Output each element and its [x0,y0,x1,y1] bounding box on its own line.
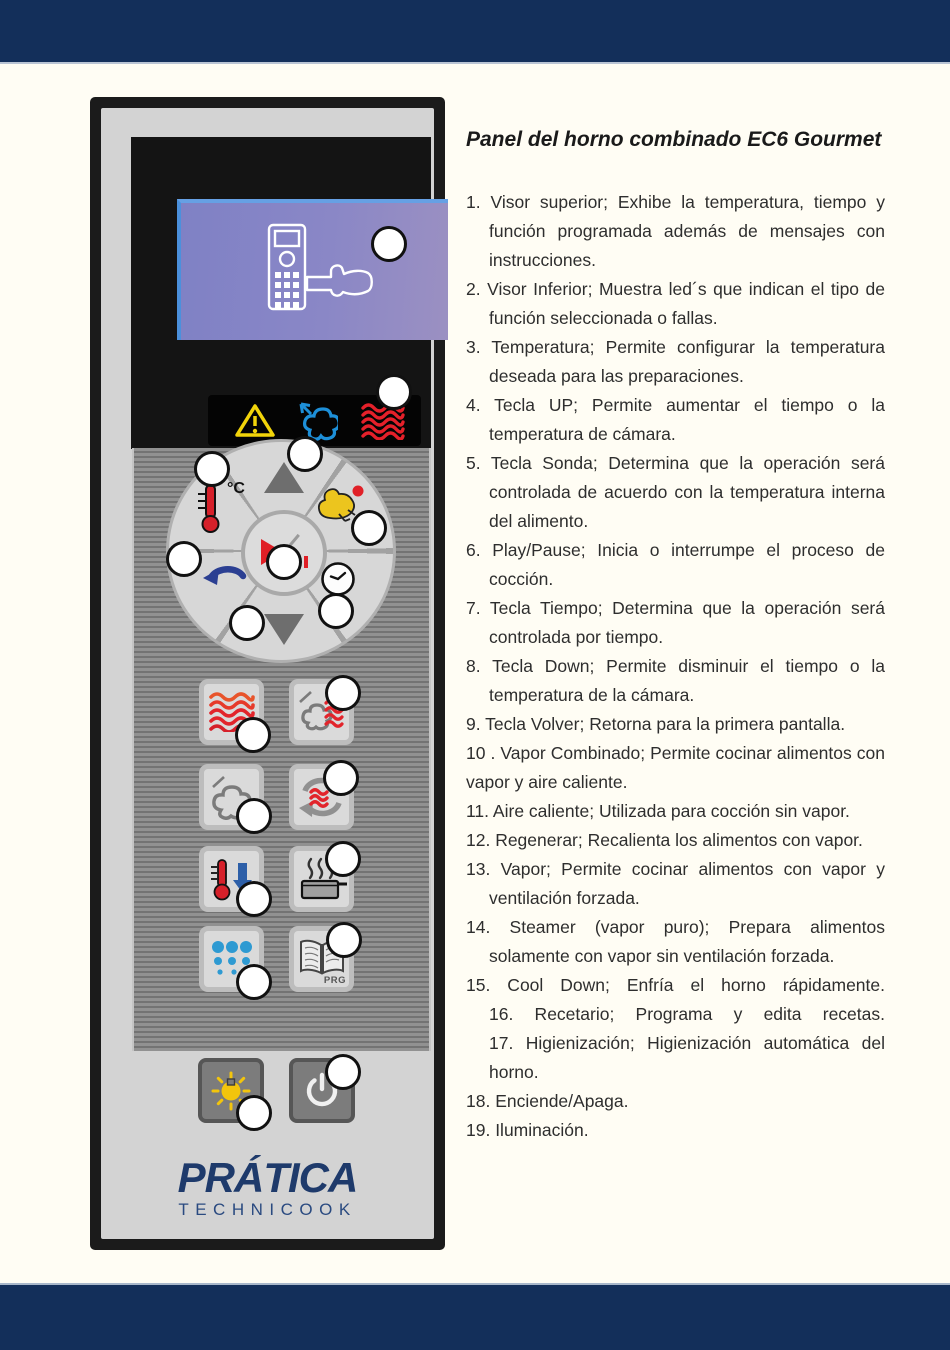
callout-9-tecla-volver [166,541,202,577]
list-item-11: 11. Aire caliente; Utilizada para cocción sin vapor. [466,801,850,821]
list-item-19: 19. Iluminación. [466,1120,589,1140]
callout-17-higienizacion [236,964,272,1000]
callout-1-visor-superior [371,226,407,262]
list-item-6: 6. Play/Pause; Inicia o interrumpe el proceso de cocción. [466,540,885,589]
list-item-16: 16. Recetario; Programa y edita recetas. [489,1004,885,1024]
callout-4-tecla-up [287,436,323,472]
bottom-navy-bar [0,1283,950,1350]
callout-5-tecla-sonda [351,510,387,546]
callout-16-recetario [326,922,362,958]
list-item-13: 13. Vapor; Permite cocinar alimentos con vapor y ventilación forzada. [466,859,885,908]
list-item-2: 2. Visor Inferior; Muestra led´s que indican el tipo de función seleccionada o fallas. [466,279,885,328]
list-item-12: 12. Regenerar; Recalienta los alimentos con vapor. [466,830,863,850]
pointing-hand-icon [307,265,372,295]
oven-control-panel [90,97,445,1250]
prg-label: PRG [323,975,346,986]
callout-12-regenerar [323,760,359,796]
list-item-8: 8. Tecla Down; Permite disminuir el tiempo o la temperatura de la cámara. [466,656,885,705]
panel-touch-icon [265,221,377,317]
list-item-5: 5. Tecla Sonda; Determina que la operación será controlada de acuerdo con la temperatura interna del alimento. [466,453,885,531]
list-item-17: 17. Higienización; Higienización automática del horno. [489,1033,885,1082]
list-item-15: 15. Cool Down; Enfría el horno rápidamente. [466,975,885,995]
callout-6-play-pause [266,544,302,580]
callout-18-enciende-apaga [325,1054,361,1090]
callout-14-steamer [325,841,361,877]
top-navy-bar [0,0,950,64]
list-item-7: 7. Tecla Tiempo; Determina que la operación será controlada por tiempo. [466,598,885,647]
brand-name: PRÁTICA [177,1154,358,1201]
callout-2-visor-inferior [376,374,412,410]
return-icon [201,564,247,600]
warning-icon [234,403,276,439]
callout-11-aire-caliente [235,717,271,753]
callout-13-vapor [236,798,272,834]
callout-15-cool-down [236,881,272,917]
panel-body [101,108,434,1239]
brand-logo [101,1156,434,1220]
list-item-3: 3. Temperatura; Permite configurar la temperatura deseada para las preparaciones. [466,337,885,386]
callout-7-tecla-tiempo [318,593,354,629]
list-item-10: 10 . Vapor Combinado; Permite cocinar alimentos con vapor y aire caliente. [466,743,885,792]
brand-subname: TECHNICOOK [178,1200,357,1219]
callout-8-tecla-down [229,605,265,641]
celsius-label: °C [227,480,245,497]
list-item-1: 1. Visor superior; Exhibe la temperatura, tiempo y función programada además de mensajes con instrucciones. [466,192,885,270]
list-item-4: 4. Tecla UP; Permite aumentar el tiempo o la temperatura de cámara. [466,395,885,444]
page-title: Panel del horno combinado EC6 Gourmet [466,128,882,151]
callout-3-temperatura [194,451,230,487]
pause-icon [304,556,308,568]
upper-display [177,199,448,340]
list-item-9: 9. Tecla Volver; Retorna para la primera pantalla. [466,714,846,734]
feature-list [466,188,885,1145]
callout-10-vapor-combinado [325,675,361,711]
thermometer-icon [195,482,223,534]
list-item-18: 18. Enciende/Apaga. [466,1091,629,1111]
down-arrow-icon [264,614,304,645]
callout-19-iluminacion [236,1095,272,1131]
list-item-14: 14. Steamer (vapor puro); Prepara alimentos solamente con vapor sin ventilación forzada. [466,917,885,966]
